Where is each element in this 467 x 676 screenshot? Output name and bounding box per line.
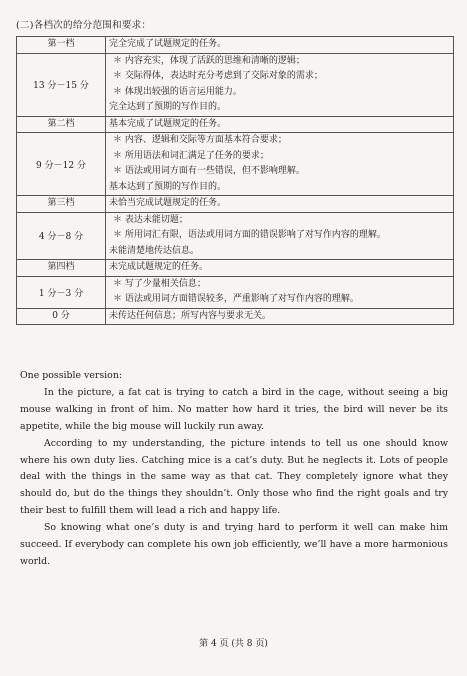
level-summary: 未完成试题规定的任务。 [106,260,454,277]
score-range: 13 分－15 分 [17,53,106,116]
criterion-item: ＊ 语法或用词方面有一些错误，但不影响理解。 [113,166,305,176]
score-range: 4 分－8 分 [17,212,106,260]
level-label: 第三档 [17,196,106,213]
table-row [17,53,454,116]
level-label: 第一档 [17,37,106,54]
score-range: 9 分－12 分 [17,133,106,196]
level-summary: 基本完成了试题规定的任务。 [106,116,454,133]
level-summary: 未恰当完成试题规定的任务。 [106,196,454,213]
level-label: 第二档 [17,116,106,133]
criterion-item: ＊ 交际得体，表达时充分考虑到了交际对象的需求； [113,71,323,81]
criterion-item: ＊ 内容、逻辑和交际等方面基本符合要求； [113,135,287,145]
section-heading: (二)各档次的给分范围和要求： [16,20,152,31]
criterion-item: ＊ 体现出较强的语言运用能力。 [113,86,242,97]
score-range: 1 分－3 分 [17,276,106,308]
sample-essay [20,368,448,571]
criterion-item: ＊ 表达未能切题； [113,214,188,225]
table-row [17,308,454,325]
essay-paragraph: So knowing what one’s duty is and trying hard to perform it well can make him succeed. If everybody can complete his own job efficiently, we’ll have a more harmonious world. [20,522,448,567]
level-criteria [106,276,454,308]
table-row [17,260,454,277]
table-row [17,37,454,54]
table-row [17,276,454,308]
criterion-closing: 基本达到了预期的写作目的。 [109,181,227,192]
level-criteria [106,53,454,116]
level-criteria [106,212,454,260]
criterion-item: ＊ 写了少量相关信息； [113,278,206,289]
essay-paragraph: In the picture, a fat cat is trying to catch a bird in the cage, without seeing a big mouse walking in front of him. No matter how hard it tries, the bird will never be its appetite, while the big mouse will luckily run away. [20,386,448,432]
page-number: 第 4 页 (共 8 页) [199,639,268,649]
level-summary: 完全完成了试题规定的任务。 [106,37,454,54]
table-row [17,196,454,213]
table-row [17,116,454,133]
criterion-item: ＊ 所用语法和词汇满足了任务的要求； [113,150,269,161]
table-row [17,212,454,260]
scoring-rubric-table [16,36,454,325]
criterion-closing: 完全达到了预期的写作目的。 [109,102,227,112]
criterion-closing: 未能清楚地传达信息。 [109,245,200,256]
essay-label: One possible version: [20,370,123,381]
criterion-item: ＊ 语法或用词方面错误较多，严重影响了对写作内容的理解。 [113,294,359,304]
level-criteria [106,133,454,196]
criterion-item: ＊ 所用词汇有限，语法或用词方面的错误影响了对写作内容的理解。 [113,230,386,240]
level-label: 第四档 [17,260,106,277]
score-range: 0 分 [17,308,106,325]
level-summary: 未传达任何信息；所写内容与要求无关。 [106,308,454,325]
criterion-item: ＊ 内容充实，体现了活跃的思维和清晰的逻辑； [113,55,305,66]
table-row [17,133,454,196]
essay-paragraph: According to my understanding, the picture intends to tell us one should know where his own duty lies. Catching mice is a cat’s duty. But he neglects it. Lots of people deal with the things in the same way as that cat. They completely ignore what they should do, but do the things they shouldn’t. Only those who find the right goals and try their best to fulfill them will lead a rich and happy life. [20,437,448,517]
